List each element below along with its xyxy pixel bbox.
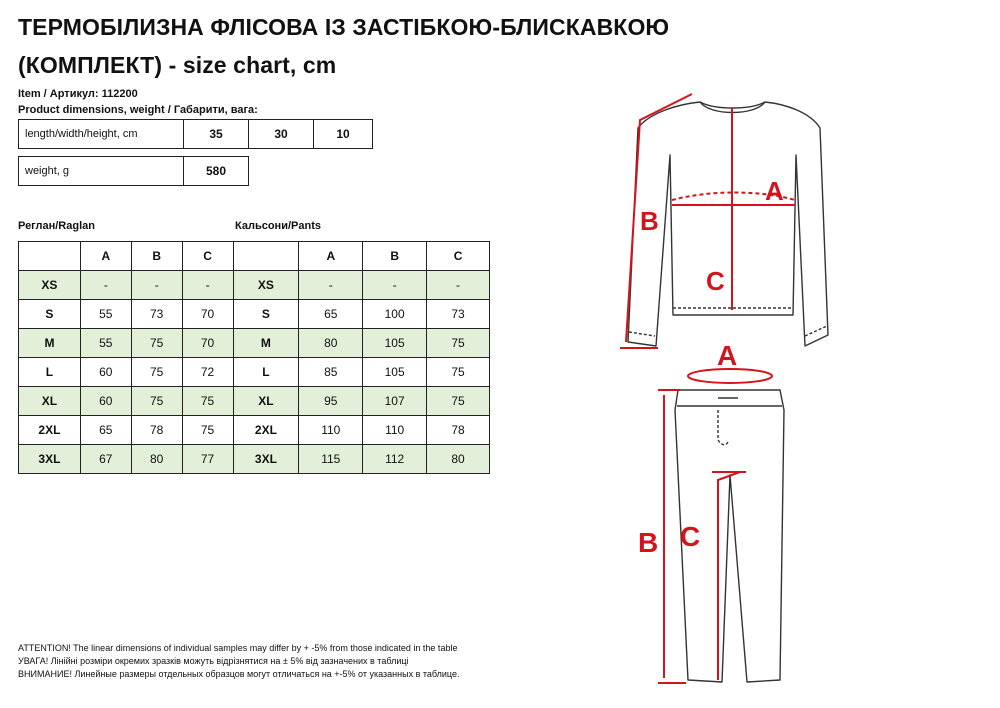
dims-label: length/width/height, cm: [19, 120, 184, 149]
table-row: [19, 416, 490, 445]
pants-b-cell: 112: [363, 445, 427, 474]
pants-c-cell: 73: [427, 300, 490, 329]
raglan-header-b: B: [131, 242, 182, 271]
raglan-size-cell: S: [19, 300, 81, 329]
table-row: [19, 358, 490, 387]
pants-a-cell: 80: [299, 329, 363, 358]
pants-a-cell: 65: [299, 300, 363, 329]
raglan-a-cell: 67: [80, 445, 131, 474]
pants-c-cell: 78: [427, 416, 490, 445]
raglan-letter-a: A: [765, 176, 784, 206]
pants-b-cell: 107: [363, 387, 427, 416]
pants-letter-b: B: [638, 527, 659, 558]
raglan-a-cell: 55: [80, 329, 131, 358]
raglan-b-cell: 73: [131, 300, 182, 329]
pants-measure-a-ellipse: [688, 369, 772, 383]
raglan-size-cell: 2XL: [19, 416, 81, 445]
raglan-c-cell: 70: [182, 329, 233, 358]
raglan-b-cell: 78: [131, 416, 182, 445]
table-row: [19, 445, 490, 474]
raglan-size-cell: XS: [19, 271, 81, 300]
raglan-c-cell: 72: [182, 358, 233, 387]
raglan-c-cell: -: [182, 271, 233, 300]
pants-header-a: A: [299, 242, 363, 271]
raglan-c-cell: 70: [182, 300, 233, 329]
pants-header-b: B: [363, 242, 427, 271]
page-title: [18, 8, 918, 84]
raglan-b-cell: 75: [131, 387, 182, 416]
pants-a-cell: 110: [299, 416, 363, 445]
raglan-header-a: A: [80, 242, 131, 271]
raglan-c-cell: 75: [182, 387, 233, 416]
raglan-b-cell: 75: [131, 358, 182, 387]
pants-letter-c: C: [680, 521, 701, 552]
raglan-a-cell: 60: [80, 387, 131, 416]
pants-label: Кальсони/Pants: [235, 220, 321, 232]
raglan-letter-c: C: [706, 266, 725, 296]
pants-b-cell: 105: [363, 358, 427, 387]
pants-c-cell: 75: [427, 387, 490, 416]
title-line-1: ТЕРМОБІЛИЗНА ФЛІСОВА ІЗ ЗАСТІБКОЮ-БЛИСКАВКОЮ: [18, 14, 670, 40]
pants-b-cell: 105: [363, 329, 427, 358]
raglan-cuff-right: [805, 326, 827, 336]
pants-b-cell: -: [363, 271, 427, 300]
pants-size-cell: L: [233, 358, 299, 387]
raglan-a-cell: 60: [80, 358, 131, 387]
raglan-b-cell: -: [131, 271, 182, 300]
dims-width: 30: [249, 120, 314, 149]
table-row: [19, 329, 490, 358]
note-english: ATTENTION! The linear dimensions of individual samples may differ by + -5% from those indicated in the table: [18, 643, 458, 653]
raglan-b-cell: 80: [131, 445, 182, 474]
raglan-c-cell: 75: [182, 416, 233, 445]
raglan-size-cell: XL: [19, 387, 81, 416]
header-empty: [233, 242, 299, 271]
pants-header-c: C: [427, 242, 490, 271]
raglan-size-cell: L: [19, 358, 81, 387]
raglan-a-cell: 55: [80, 300, 131, 329]
pants-letter-a: A: [717, 340, 738, 371]
pants-c-cell: 75: [427, 329, 490, 358]
dims-length: 35: [184, 120, 249, 149]
pants-size-cell: 3XL: [233, 445, 299, 474]
table-row: [19, 271, 490, 300]
raglan-header-c: C: [182, 242, 233, 271]
dimensions-table: [18, 119, 373, 149]
raglan-c-cell: 77: [182, 445, 233, 474]
note-ukrainian: УВАГА! Лінійні розміри окремих зразків можуть відрізнятися на ± 5% від зазначених в таблиці: [18, 656, 409, 666]
pants-a-cell: 95: [299, 387, 363, 416]
size-table: [18, 241, 490, 474]
product-dims-label: Product dimensions, weight / Габарити, вага:: [18, 104, 258, 116]
weight-table: [18, 156, 249, 186]
raglan-size-cell: 3XL: [19, 445, 81, 474]
raglan-label: Реглан/Raglan: [18, 220, 95, 232]
pants-size-cell: 2XL: [233, 416, 299, 445]
pants-b-cell: 110: [363, 416, 427, 445]
header-empty: [19, 242, 81, 271]
raglan-a-cell: 65: [80, 416, 131, 445]
pants-a-cell: -: [299, 271, 363, 300]
pants-size-cell: S: [233, 300, 299, 329]
garment-figure: [600, 80, 830, 695]
title-line-2: (КОМПЛЕКТ) - size chart, cm: [18, 52, 337, 78]
pants-c-cell: -: [427, 271, 490, 300]
raglan-b-cell: 75: [131, 329, 182, 358]
weight-label: weight, g: [19, 157, 184, 186]
pants-fly: [718, 410, 728, 445]
pants-b-cell: 100: [363, 300, 427, 329]
pants-a-cell: 115: [299, 445, 363, 474]
pants-size-cell: XL: [233, 387, 299, 416]
pants-c-cell: 75: [427, 358, 490, 387]
table-row: [19, 387, 490, 416]
note-russian: ВНИМАНИЕ! Линейные размеры отдельных образцов могут отличаться на +-5% от указанных в таблице.: [18, 669, 460, 679]
pants-size-cell: XS: [233, 271, 299, 300]
raglan-a-cell: -: [80, 271, 131, 300]
dims-height: 10: [314, 120, 373, 149]
pants-a-cell: 85: [299, 358, 363, 387]
size-table-header: [19, 242, 490, 271]
pants-c-cell: 80: [427, 445, 490, 474]
table-row: [19, 300, 490, 329]
pants-size-cell: M: [233, 329, 299, 358]
item-line: Item / Артикул: 112200: [18, 88, 138, 100]
raglan-letter-b: B: [640, 206, 659, 236]
raglan-cuff-left: [629, 332, 655, 336]
weight-value: 580: [184, 157, 249, 186]
raglan-size-cell: M: [19, 329, 81, 358]
